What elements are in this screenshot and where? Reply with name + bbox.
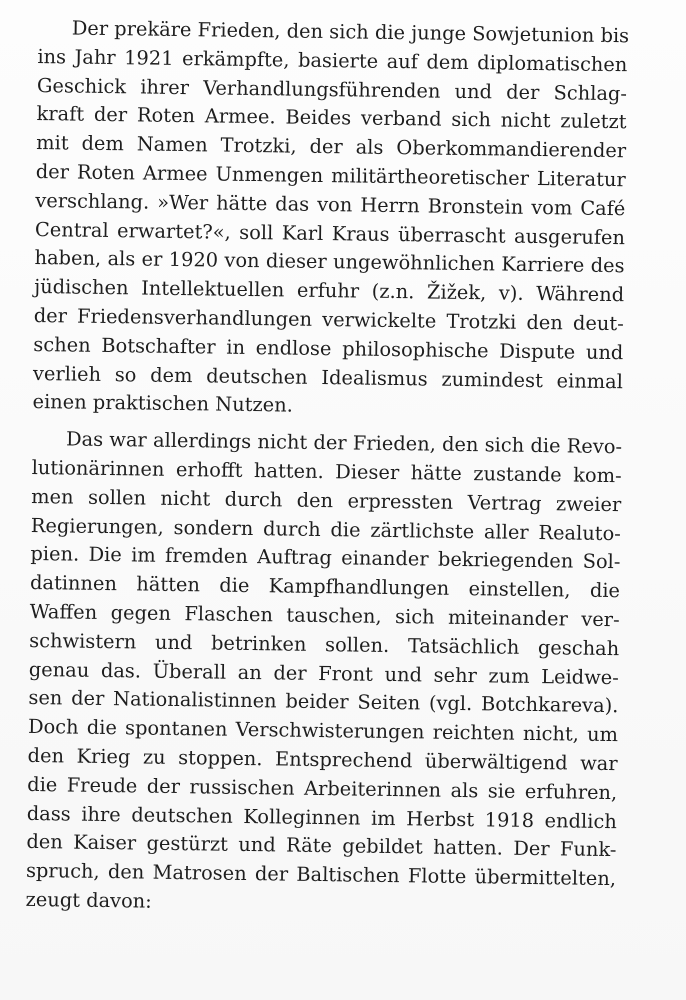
text-line: jüdischen Intellektuellen erfuhr (z.n. Žižek, v). Während [34, 275, 625, 307]
text-line: den Kaiser gestürzt und Räte gebildet hatten. Der Funk- [26, 830, 617, 862]
text-line: ins Jahr 1921 erkämpfte, basierte auf dem diplomatischen [37, 44, 628, 77]
text-line: mit dem Namen Trotzki, der als Oberkommandierender [36, 131, 627, 163]
text-line: Central erwartet?«, soll Karl Kraus überrascht ausgerufen [34, 217, 626, 249]
text-line: einen praktischen Nutzen. [32, 390, 294, 417]
text-line: genau das. Überall an der Front und sehr zum Leidwe- [28, 657, 619, 689]
text-line: sen der Nationalistinnen beider Seiten (vgl. Botchkareva). [28, 686, 619, 718]
text-line: den Krieg zu stoppen. Entsprechend überwältigend war [27, 743, 618, 776]
body-text [25, 14, 628, 923]
text-line: Der prekäre Frieden, den sich die junge Sowjetunion bis [71, 16, 630, 48]
text-line: spruch, den Matrosen der Baltischen Flotte übermittelten, [25, 859, 617, 891]
text-line: schwistern und betrinken sollen. Tatsächlich geschah [29, 628, 620, 660]
text-line: haben, als er 1920 von dieser ungewöhnlichen Karriere des [34, 246, 625, 278]
text-line: lutionärinnen erhofft hatten. Dieser hätte zustande kom- [31, 455, 622, 488]
text-line: der Friedensverhandlungen verwickelte Trotzki den deut- [33, 303, 624, 336]
text-line: die Freude der russischen Arbeiterinnen als sie erfuhren, [27, 772, 618, 804]
text-line: men sollen nicht durch den erpressten Vertrag zweier [31, 484, 622, 516]
text-line: dass ihre deutschen Kolleginnen im Herbst 1918 endlich [26, 801, 617, 833]
text-line: Das war allerdings nicht der Frieden, den sich die Revo- [65, 427, 623, 459]
text-line: der Roten Armee Unmengen militärtheoretischer Literatur [35, 159, 626, 192]
text-line: Geschick ihrer Verhandlungsführenden und der Schlag- [36, 73, 628, 105]
paragraph-2 [25, 425, 622, 923]
text-line: verschlang. »Wer hätte das von Herrn Bronstein vom Café [35, 188, 626, 220]
text-line: pien. Die im fremden Auftrag einander bekriegenden Sol- [30, 542, 621, 574]
text-line: zeugt davon: [25, 887, 152, 913]
text-line: schen Botschafter in endlose philosophische Dispute und [33, 332, 624, 364]
text-line: datinnen hätten die Kampfhandlungen einstellen, die [29, 571, 621, 603]
text-line: Doch die spontanen Verschwisterungen reichten nicht, um [27, 715, 619, 747]
text-line: Regierungen, sondern durch die zärtlichste aller Realuto- [30, 513, 621, 545]
text-line: kraft der Roten Armee. Beides verband sich nicht zuletzt [36, 102, 627, 134]
text-line: verlieh so dem deutschen Idealismus zumindest einmal [32, 361, 624, 393]
text-line: Waffen gegen Flaschen tauschen, sich miteinander ver- [29, 599, 620, 632]
paragraph-1 [32, 14, 628, 425]
